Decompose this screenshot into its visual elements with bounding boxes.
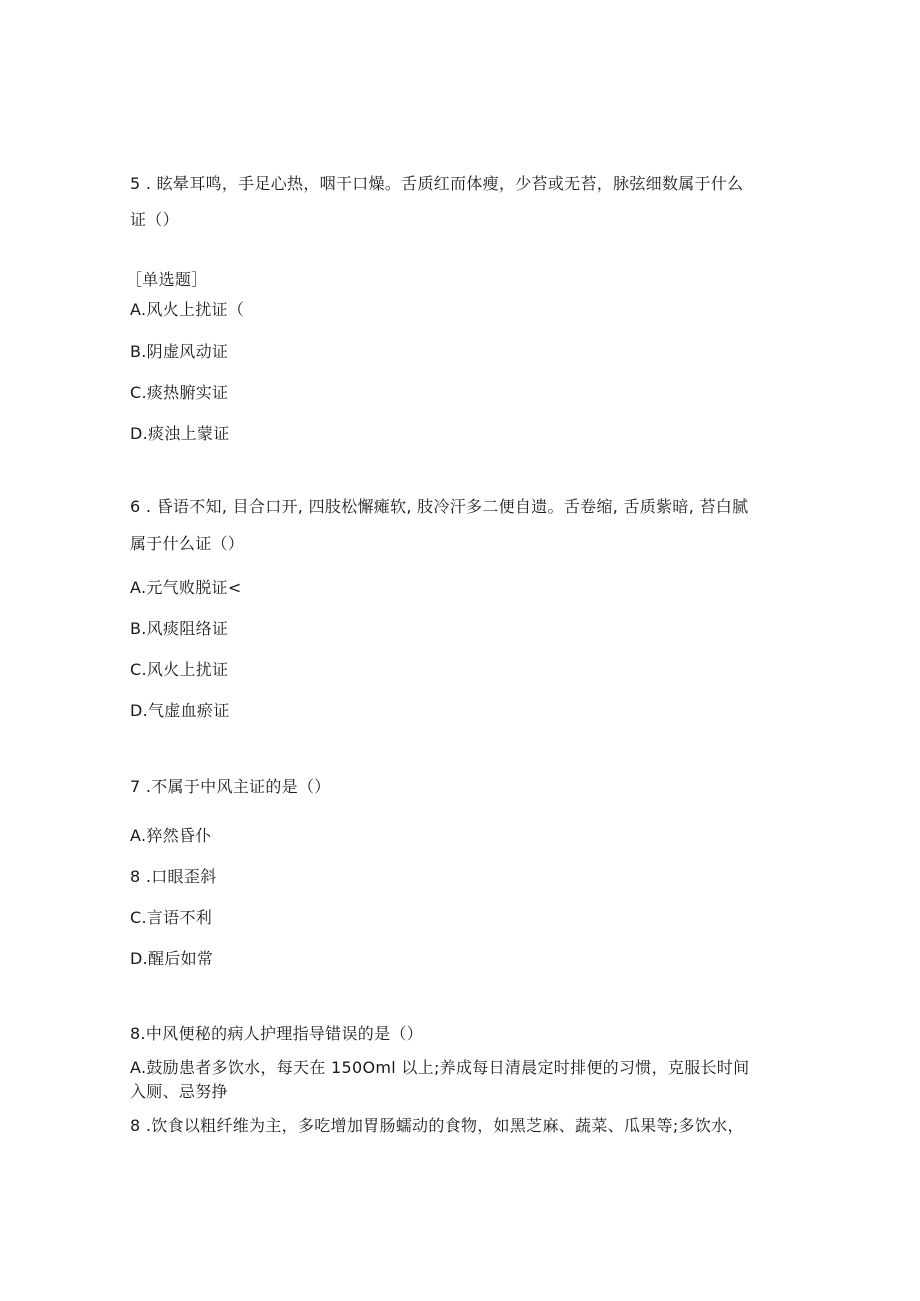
- question-7-stem: 7 .不属于中风主证的是（）: [130, 777, 331, 796]
- question-7-option-a: A.猝然昏仆: [130, 826, 212, 845]
- question-6-stem-line-2: 属于什么证（）: [130, 534, 245, 553]
- question-5-option-a: A.风火上扰证（: [130, 300, 245, 319]
- question-7-option-d: D.醒后如常: [130, 949, 214, 968]
- question-8-option-a-line-2: 入厕、忌努挣: [130, 1082, 228, 1101]
- question-8-stem: 8.中风便秘的病人护理指导错误的是（）: [130, 1024, 423, 1043]
- question-type-label: ［单选题］: [126, 270, 208, 289]
- question-7-option-b: 8 .口眼歪斜: [130, 867, 217, 886]
- question-8-option-b-line-1: 8 .饮食以粗纤维为主，多吃增加胃肠蠕动的食物，如黑芝麻、蔬菜、瓜果等;多饮水，: [130, 1116, 744, 1135]
- question-8-option-a-line-1: A.鼓励患者多饮水，每天在 150Oml 以上;养成每日清晨定时排便的习惯，克服长时间: [130, 1058, 750, 1077]
- question-7-option-c: C.言语不利: [130, 908, 213, 927]
- question-6-option-a: A.元气败脱证<: [130, 578, 242, 597]
- question-5-stem-line-2: 证（）: [130, 210, 179, 229]
- question-6-option-c: C.风火上扰证: [130, 660, 229, 679]
- question-5-option-d: D.痰浊上蒙证: [130, 424, 230, 443]
- question-6-option-b: B.风痰阻络证: [130, 619, 229, 638]
- question-6-stem-line-1: 6 . 昏语不知, 目合口开, 四肢松懈瘫软, 肢冷汗多二便自遗。舌卷缩, 舌质紫暗, 苔白腻: [130, 497, 749, 516]
- question-5-stem-line-1: 5 . 眩晕耳鸣，手足心热，咽干口燥。舌质红而体瘦，少苔或无苔，脉弦细数属于什么: [130, 174, 744, 193]
- question-5-option-b: B.阴虚风动证: [130, 342, 229, 361]
- question-6-option-d: D.气虚血瘀证: [130, 701, 230, 720]
- question-5-option-c: C.痰热腑实证: [130, 383, 229, 402]
